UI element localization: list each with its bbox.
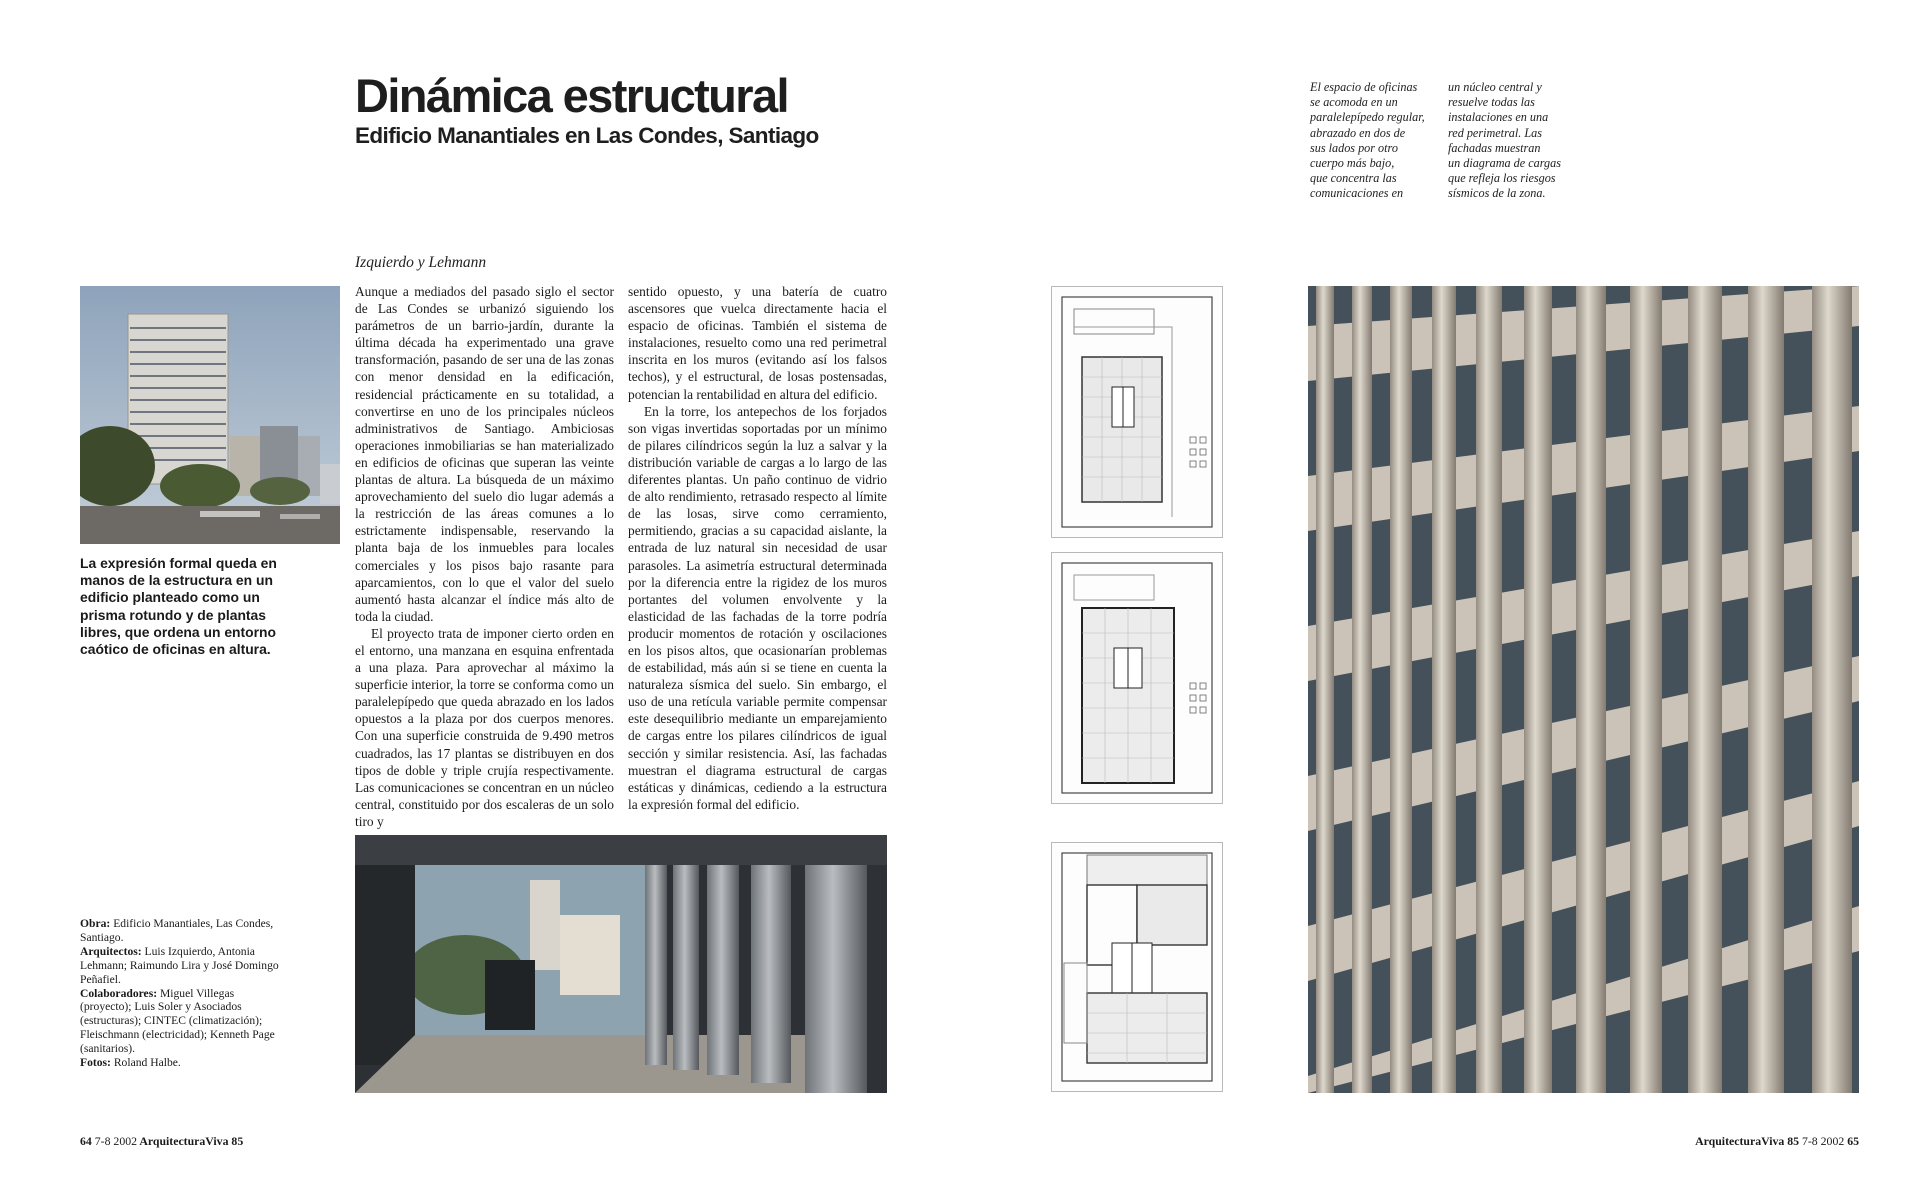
photo-caption-col1: El espacio de oficinas se acomoda en un paralelepípedo regular, abrazado en dos de sus lados por otro cuerpo más bajo, que concentra las comunicaciones en <box>1310 80 1425 201</box>
page-number: 65 <box>1847 1134 1859 1148</box>
colonnade-photo <box>355 835 887 1093</box>
issue-date: 7-8 2002 <box>1801 1134 1845 1148</box>
body-column-2 <box>628 283 887 813</box>
pull-quote: La expresión formal queda en manos de la estructura en un edificio planteado como un prisma rotundo y de plantas libres, que ordena un entorno caótico de oficinas en altura. <box>80 555 277 658</box>
page-title: Dinámica estructural <box>355 69 788 122</box>
credit-item: Arquitectos: Luis Izquierdo, Antonia Lehmann; Raimundo Lira y José Domingo Peñafiel. <box>80 944 279 986</box>
credit-item: Obra: Edificio Manantiales, Las Condes, Santiago. <box>80 917 274 944</box>
tower-exterior-photo <box>80 286 340 544</box>
body-paragraph: En la torre, los antepechos de los forjados son vigas invertidas soportadas por un mínimo de pilares cilíndricos según la luz a salvar y la distribución variable de cargas a lo largo de las diferentes plantas. Un paño continuo de vidrio de alto rendimiento, retrasado respecto al límite de las losas, sirve como cerramiento, permitiendo, gracias a su capacidad aislante, la entrada de luz natural sin necesidad de usar parasoles. La asimetría estructural determinada por la diferencia entre la rigidez de los muros portantes del volumen envolvente y la elasticidad de las fachadas de la torre podría producir momentos de rotación y oscilaciones en los pisos altos, que ocasionarían problemas de estabilidad, más aún si se tiene en cuenta la naturaleza sísmica del suelo. Sin embargo, el uso de una retícula variable permite compensar este desequilibrio mediante un emparejamiento de cargas entre los pilares cilíndricos de igual sección y similar resistencia. Así, las fachadas muestran el diagrama estructural de cargas estáticas y dinámicas, cediendo a la estructura la expresión formal del edificio. <box>628 403 887 812</box>
magazine-name: ArquitecturaViva 85 <box>1695 1134 1800 1148</box>
floor-plan-upper <box>1051 286 1223 538</box>
footer-left <box>80 1134 243 1149</box>
facade-photo <box>1308 286 1859 1093</box>
floor-plan-typical <box>1051 552 1223 804</box>
body-column-1 <box>355 283 614 830</box>
body-paragraph: El proyecto trata de imponer cierto orden en el entorno, una manzana en esquina enfrentada a una plaza. Para aprovechar al máximo la superficie interior, la torre se conforma como un paralelepípedo que queda abrazado en los lados opuestos a la plaza por dos cuerpos menores. Con una superficie construida de 9.490 metros cuadrados, las 17 plantas se distribuyen en dos tipos de doble y triple crujía respectivamente. Las comunicaciones se concentran en un núcleo central, constituido por dos escaleras de un solo tiro y <box>355 625 614 829</box>
issue-date: 7-8 2002 <box>94 1134 138 1148</box>
body-paragraph: sentido opuesto, y una batería de cuatro ascensores que vuelca directamente hacia el espacio de oficinas. También el sistema de instalaciones, resuelto como una red perimetral inscrita en los muros (evitando así los falsos techos), y el estructural, de losas postensadas, potencian la rentabilidad en altura del edificio. <box>628 284 887 402</box>
footer-right <box>1695 1134 1859 1149</box>
floor-plan-ground <box>1051 842 1223 1092</box>
byline: Izquierdo y Lehmann <box>355 254 487 271</box>
credit-item: Colaboradores: Miguel Villegas (proyecto); Luis Soler y Asociados (estructuras); CINTEC (climatización); Fleischmann (electricidad); Kenneth Page (sanitarios). <box>80 986 275 1056</box>
body-paragraph: Aunque a mediados del pasado siglo el sector de Las Condes se urbanizó siguiendo los parámetros de un barrio-jardín, durante la última década ha experimentado una grave transformación, pasando de ser una de las zonas con menor densidad en la edificación, residencial prácticamente en su totalidad, a convertirse en uno de los principales núcleos administrativos de Santiago. Ambiciosas operaciones inmobiliarias se han materializado en edificios de oficinas que superan las veinte plantas de altura. La búsqueda de un máximo aprovechamiento del suelo dio lugar además a la restricción de las áreas comunes a lo estrictamente indispensable, reservando la planta baja de los inmuebles para locales comerciales y los pisos bajo rasante para aparcamientos, con lo que el valor del suelo aumentó hasta alcanzar el índice más alto de toda la ciudad. <box>355 284 614 624</box>
project-credits <box>80 917 280 1070</box>
photo-caption-col2: un núcleo central y resuelve todas las instalaciones en una red perimetral. Las fachadas muestran un diagrama de cargas que refleja los riesgos sísmicos de la zona. <box>1448 80 1561 201</box>
credit-item: Fotos: Roland Halbe. <box>80 1056 181 1070</box>
magazine-name: ArquitecturaViva 85 <box>139 1134 244 1148</box>
page-number: 64 <box>80 1134 92 1148</box>
page-subtitle: Edificio Manantiales en Las Condes, Santiago <box>355 123 819 148</box>
